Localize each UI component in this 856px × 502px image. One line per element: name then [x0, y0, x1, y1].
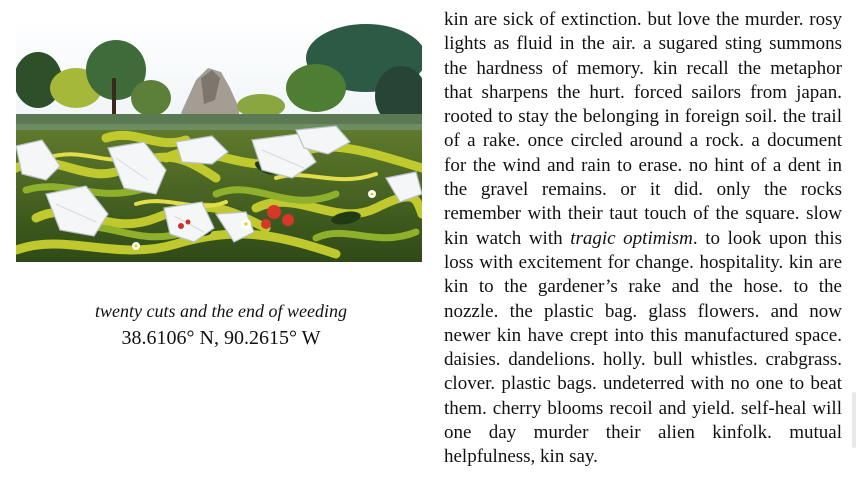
artwork-caption [16, 298, 426, 352]
caption-coordinates: 38.6106° N, 90.2615° W [121, 327, 321, 349]
poem-part-2: . to look upon this loss with excitement for change. hospitality. kin are kin to the gardener’s rake and the hose. to the nozzle. the plastic bag. glass flowers. and now newer kin have crept into this manufactured space. daisies. dandelions. holly. bull whistles. crabgrass. clover. plastic bags. undeterred with no one to beat them. cherry blooms recoil and yield. self-heal will one day murder their alien kinfolk. mutual helpfulness, kin say. [444, 227, 842, 468]
poem-emphasis: tragic optimism [570, 227, 693, 249]
poem-text [444, 8, 842, 470]
artwork-illustration [16, 18, 422, 262]
poem-part-1: kin are sick of extinction. but love the murder. rosy lights as fluid in the air. a sugared sting summons the hardness of memory. kin recall the metaphor that sharpens the hurt. forced sailors from japan. rooted to stay the belonging in foreign soil. the trail of a rake. once circled around a rock. a document for the wind and rain to erase. no hint of a dent in the gravel remains. or it did. only the rocks remember with their taut touch of the square. slow kin watch with [444, 9, 842, 249]
artwork-image [16, 18, 422, 262]
caption-title: twenty cuts and the end of weeding [95, 301, 347, 321]
scrollbar[interactable] [852, 392, 856, 448]
